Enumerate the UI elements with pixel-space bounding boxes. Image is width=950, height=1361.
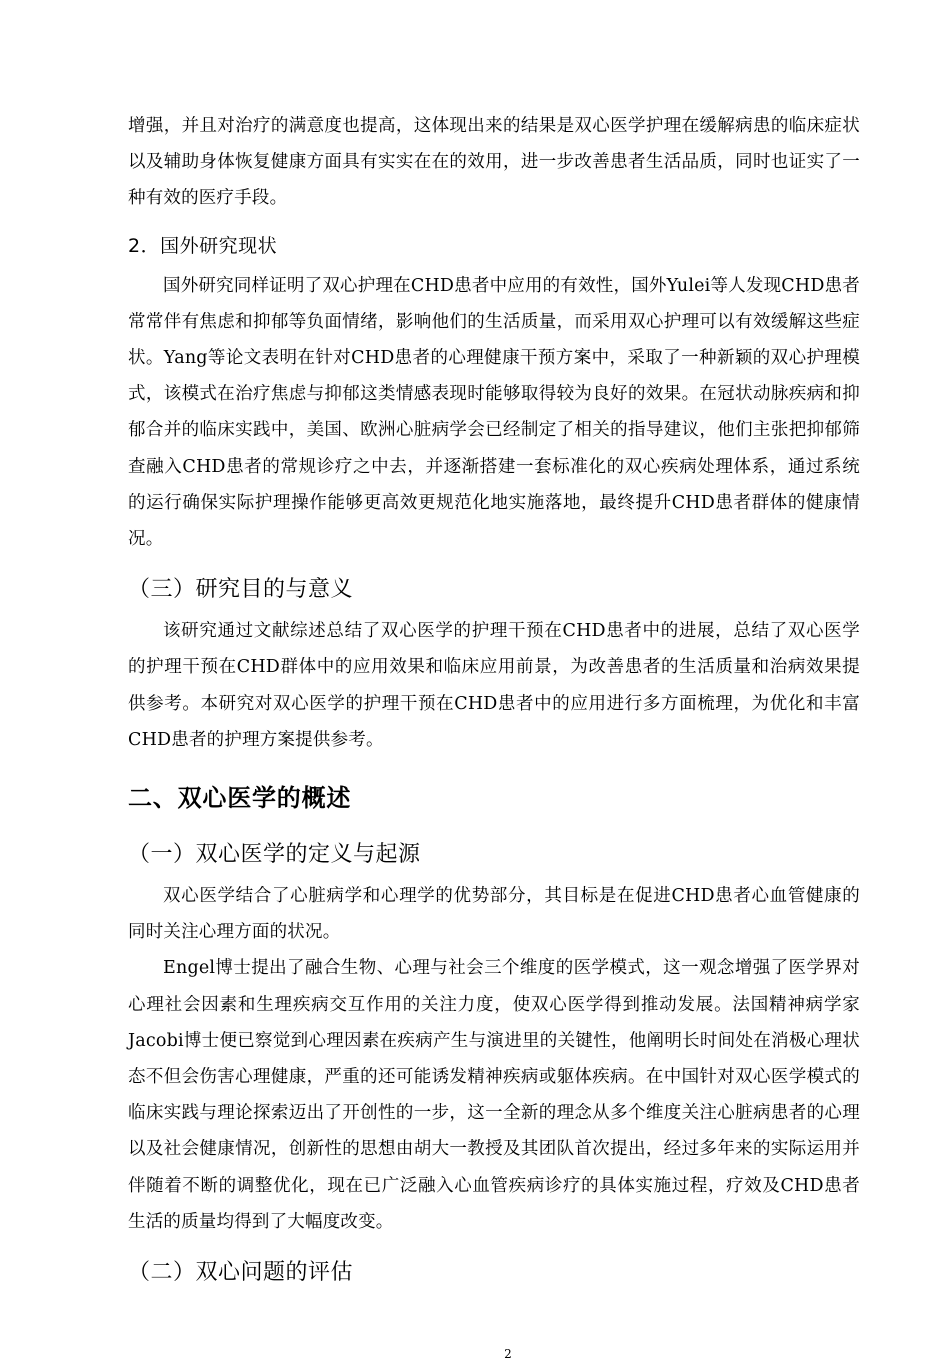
paragraph-definition-1: 双心医学结合了心脏病学和心理学的优势部分，其目标是在促进CHD患者心血管健康的同时关注心理方面的状况。 — [128, 886, 860, 943]
paragraph-intro-continued: 增强，并且对治疗的满意度也提高，这体现出来的结果是双心医学护理在缓解病患的临床症状以及辅助身体恢复健康方面具有实实在在的效用，进一步改善患者生活品质，同时也证实了一种有效的医疗手段。 — [128, 116, 860, 209]
heading-research-purpose: （三）研究目的与意义 — [128, 577, 354, 603]
paragraph-definition-2: Engel博士提出了融合生物、心理与社会三个维度的医学模式，这一观念增强了医学界对心理社会因素和生理疾病交互作用的关注力度，使双心医学得到推动发展。法国精神病学家Jacobi博士便已察觉到心理因素在疾病产生与演进里的关键性，他阐明长时间处在消极心理状态不但会伤害心理健康，严重的还可能诱发精神疾病或躯体疾病。在中国针对双心医学模式的临床实践与理论探索迈出了开创性的一步，这一全新的理念从多个维度关注心脏病患者的心理以及社会健康情况，创新性的思想由胡大一教授及其团队首次提出，经过多年来的实际运用并伴随着不断的调整优化，现在已广泛融入心血管疾病诊疗的具体实施过程，疗效及CHD患者生活的质量均得到了大幅度改变。 — [128, 958, 860, 1232]
heading-overview: 二、双心医学的概述 — [128, 784, 352, 813]
paragraph-research-purpose: 该研究通过文献综述总结了双心医学的护理干预在CHD患者中的进展，总结了双心医学的护理干预在CHD群体中的应用效果和临床应用前景，为改善患者的生活质量和治病效果提供参考。本研究对双心医学的护理干预在CHD患者中的应用进行多方面梳理，为优化和丰富CHD患者的护理方案提供参考。 — [128, 621, 860, 750]
document-page — [128, 108, 860, 1361]
paragraph-foreign-research: 国外研究同样证明了双心护理在CHD患者中应用的有效性，国外Yulei等人发现CHD患者常常伴有焦虑和抑郁等负面情绪，影响他们的生活质量，而采用双心护理可以有效缓解这些症状。Yang等论文表明在针对CHD患者的心理健康干预方案中，采取了一种新颖的双心护理模式，该模式在治疗焦虑与抑郁这类情感表现时能够取得较为良好的效果。在冠状动脉疾病和抑郁合并的临床实践中，美国、欧洲心脏病学会已经制定了相关的指导建议，他们主张把抑郁筛查融入CHD患者的常规诊疗之中去，并逐渐搭建一套标准化的双心疾病处理体系，通过系统的运行确保实际护理操作能够更高效更规范化地实施落地，最终提升CHD患者群体的健康情况。 — [128, 275, 860, 550]
page-number: 2 — [504, 1347, 512, 1361]
heading-assessment: （二）双心问题的评估 — [128, 1260, 354, 1286]
heading-foreign-research: 2．国外研究现状 — [128, 234, 278, 257]
heading-definition-origin: （一）双心医学的定义与起源 — [128, 842, 421, 868]
